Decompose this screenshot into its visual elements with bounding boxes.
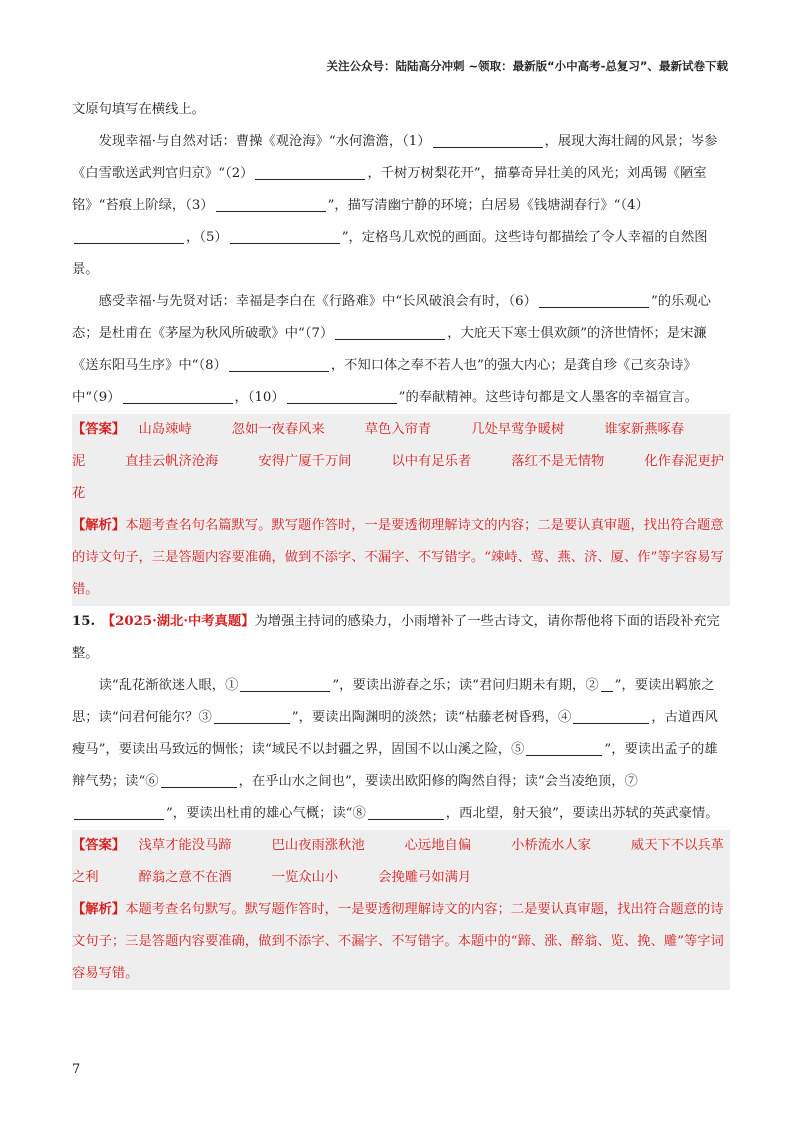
answer-item: 山岛竦峙 xyxy=(138,422,192,437)
answer-item: 一览众山小 xyxy=(271,870,339,885)
paragraph-reading: 读“乱花渐欲迷人眼，① ”，要读出游春之乐；读“君问归期未有期，② ”，要读出羁旅之思；读“问君何能尔？③ ”，要读出陶渊明的淡然；读“枯藤老树昏鸦，④ ，古道西风瘦马”，要读出马致远的惆怅；读“域民不以封疆之界，固国不以山溪之险，⑤ ”，要读出孟子的雄辩气势；读“⑥ ，在乎山水之间也”，要读出欧阳修的陶然自得；读“会当凌绝顶，⑦”，要读出杜甫的雄心气概；读“⑧ ，西北望，射天狼”，要读出苏轼的英武豪情。 xyxy=(72,670,730,830)
answer-blank-⑤[interactable] xyxy=(526,737,602,756)
analysis-text: 本题考查名句默写。默写题作答时，一是要透彻理解诗文的内容；二是要认真审题，找出符合题意的诗文句子；三是答题内容要准确，做到不添字、不漏字、不写错字。本题中的“蹄、涨、醉翁、览、挽、雕”等字词容易写错。 xyxy=(72,902,724,981)
paragraph-sages: 感受幸福·与先贤对话：幸福是李白在《行路难》中“长风破浪会有时，（6） ”的乐观心态；是杜甫在《茅屋为秋风所破歌》中“（7） ，大庇天下寒士俱欢颜”的济世情怀；是宋濂《送东阳马生序》中“（8） ，不知口体之奉不若人也”的强大内心；是龚自珍《己亥杂诗》中“（9） ，（10） ”的奉献精神。这些诗句都是文人墨客的幸福宣言。 xyxy=(72,286,730,414)
question-number: 15. xyxy=(72,614,96,629)
answer-block-2 xyxy=(72,830,730,990)
answer-blank-7[interactable] xyxy=(335,321,445,340)
answer-item: 心远地自偏 xyxy=(404,838,472,853)
answer-blank-⑥[interactable] xyxy=(161,769,237,788)
question-stem: 为增强主持词的感染力，小雨增补了一些古诗文，请你帮他将下面的语段补充完整。 xyxy=(72,614,720,661)
answer-blank-2[interactable] xyxy=(255,161,365,180)
answer-item: 浅草才能没马蹄 xyxy=(138,838,232,853)
answer-blank-9[interactable] xyxy=(123,385,233,404)
answer-blank-①[interactable] xyxy=(240,673,330,692)
answer-item: 巴山夜雨涨秋池 xyxy=(271,838,365,853)
answer-blank-②[interactable] xyxy=(601,673,613,692)
page-number: 7 xyxy=(72,1062,81,1077)
answer-blank-3[interactable] xyxy=(216,193,326,212)
analysis-label: 【解析】 xyxy=(72,518,126,533)
answer-blank-10[interactable] xyxy=(287,385,397,404)
answer-label: 【答案】 xyxy=(72,838,126,853)
answer-item: 威天下不以兵革之利 xyxy=(72,838,724,885)
answer-item: 小桥流水人家 xyxy=(511,838,591,853)
intro-tail: 文原句填写在横线上。 xyxy=(72,102,205,117)
answer-item: 草色入帘青 xyxy=(364,422,432,437)
answer-block-1 xyxy=(72,414,730,606)
answer-item: 落红不是无情物 xyxy=(511,454,605,469)
answer-blank-⑦[interactable] xyxy=(74,801,164,820)
question-15 xyxy=(72,606,730,670)
answer-item: 谁家新燕啄春泥 xyxy=(72,422,685,469)
answer-item: 醉翁之意不在酒 xyxy=(138,870,232,885)
answer-blank-8[interactable] xyxy=(229,353,329,372)
analysis-label: 【解析】 xyxy=(72,902,126,917)
answer-label: 【答案】 xyxy=(72,422,126,437)
answer-blank-1[interactable] xyxy=(433,129,543,148)
answer-blank-⑧[interactable] xyxy=(368,801,444,820)
answer-blank-④[interactable] xyxy=(573,705,649,724)
analysis-text: 本题考查名句名篇默写。默写题作答时，一是要透彻理解诗文的内容；二是要认真审题，找出符合题意的诗文句子，三是答题内容要准确，做到不添字、不漏字、不写错字。“竦峙、莺、燕、济、厦、作”等字容易写错。 xyxy=(72,518,724,597)
answer-blank-4[interactable] xyxy=(74,225,184,244)
answer-item: 会挽雕弓如满月 xyxy=(378,870,472,885)
answer-item: 直挂云帆济沧海 xyxy=(125,454,219,469)
question-source: 【2025·湖北·中考真题】 xyxy=(101,614,255,629)
answer-blank-6[interactable] xyxy=(539,289,649,308)
answer-blank-5[interactable] xyxy=(230,225,340,244)
paragraph-nature: 发现幸福·与自然对话：曹操《观沧海》“水何澹澹，（1） ，展现大海壮阔的风景；岑参《白雪歌送武判官归京》“（2） ，千树万树梨花开”，描摹奇异壮美的风光；刘禹锡《陋室铭》“苔痕上阶绿，（3） ”，描写清幽宁静的环境；白居易《钱塘湖春行》“（4），（5） ”，定格鸟儿欢悦的画面。这些诗句都描绘了令人幸福的自然图景。 xyxy=(72,126,730,286)
answer-item: 几处早莺争暖树 xyxy=(471,422,565,437)
answer-item: 以中有足乐者 xyxy=(391,454,472,469)
answer-item: 安得广厦千万间 xyxy=(258,454,352,469)
answer-blank-③[interactable] xyxy=(214,705,290,724)
answer-item: 化作春泥更护花 xyxy=(72,454,725,501)
answer-item: 忽如一夜春风来 xyxy=(231,422,325,437)
page-header: 关注公众号：陆陆高分冲刺 ~领取：最新版“小中高考-总复习”、最新试卷下载 xyxy=(326,59,728,73)
document-body xyxy=(72,94,730,990)
